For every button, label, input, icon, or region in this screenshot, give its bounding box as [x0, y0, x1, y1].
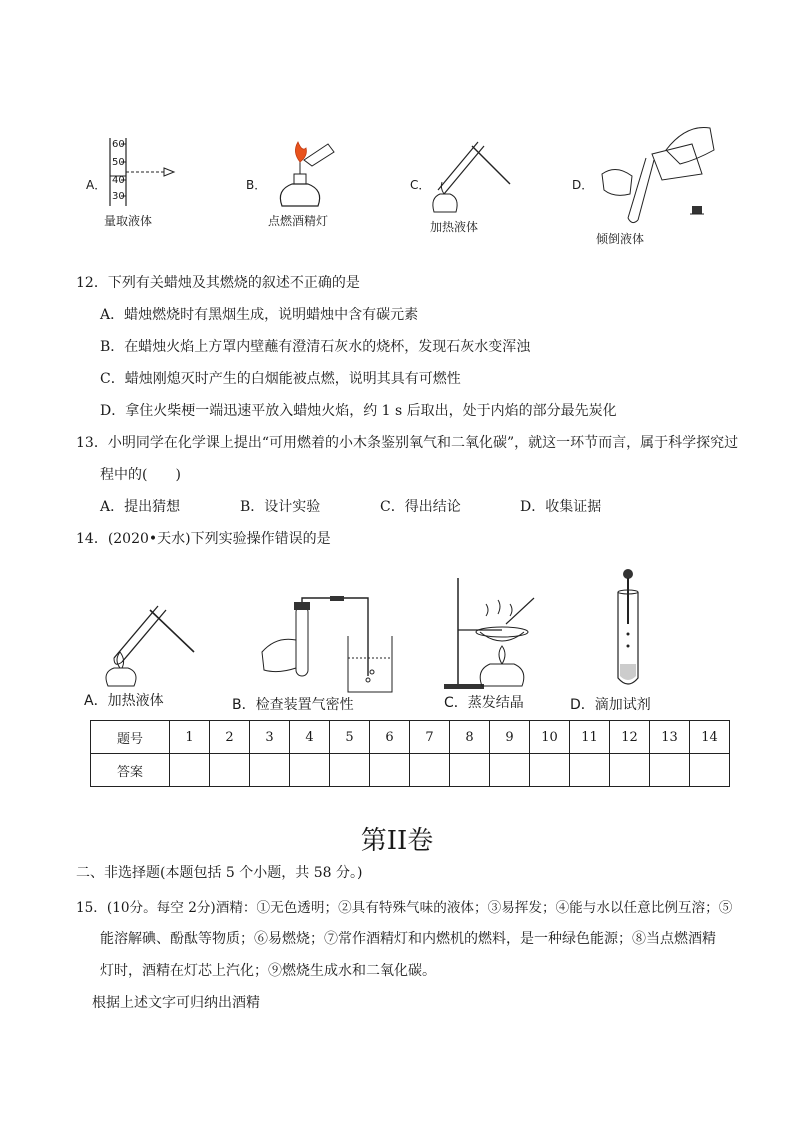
answer-cell	[450, 754, 490, 787]
scale-40: 40	[112, 175, 125, 186]
q15-line4: 根据上述文字可归纳出酒精	[92, 995, 260, 1011]
question-number-cell: 9	[490, 721, 530, 754]
q12-stem: 12．下列有关蜡烛及其燃烧的叙述不正确的是	[76, 275, 360, 291]
option-b-letter: B．	[246, 178, 267, 192]
airtightness-check-icon	[256, 596, 396, 696]
pouring-liquid-icon	[596, 120, 726, 230]
q14-caption-c: C．蒸发结晶	[444, 695, 524, 711]
answer-cell	[250, 754, 290, 787]
option-a-letter: A．	[86, 178, 107, 192]
q13-option-d: D．收集证据	[520, 499, 602, 515]
q12-option-d: D．拿住火柴梗一端迅速平放入蜡烛火焰，约 1 s 后取出，处于内焰的部分最先炭化	[100, 403, 617, 419]
section-title: 第II卷	[360, 826, 434, 856]
heating-liquid-icon	[100, 596, 200, 688]
answer-label-cell: 答案	[91, 754, 170, 787]
question-number-cell: 8	[450, 721, 490, 754]
caption-a: 量取液体	[104, 214, 153, 228]
q12-option-b: B．在蜡烛火焰上方罩内壁蘸有澄清石灰水的烧杯，发现石灰水变浑浊	[100, 339, 531, 355]
q15-line1: 15．(10分。每空 2分)酒精：①无色透明；②具有特殊气味的液体；③易挥发；④能与水以任意比例互溶；⑤	[76, 900, 733, 916]
answer-table-header-row	[91, 721, 730, 754]
answer-cell	[210, 754, 250, 787]
answer-table	[90, 720, 730, 787]
answer-cell	[570, 754, 610, 787]
answer-cell	[410, 754, 450, 787]
q15-line2: 能溶解碘、酚酞等物质；⑥易燃烧；⑦常作酒精灯和内燃机的燃料，是一种绿色能源；⑧当点燃酒精	[100, 931, 716, 947]
section-heading: 二、非选择题(本题包括 5 个小题，共 58 分。)	[76, 865, 363, 881]
q14-caption-d: D．滴加试剂	[570, 697, 651, 713]
option-c-letter: C．	[410, 178, 431, 192]
answer-cell	[170, 754, 210, 787]
scale-30: 30	[112, 191, 125, 202]
question-number-cell: 14	[690, 721, 730, 754]
q13-option-b: B．设计实验	[240, 499, 321, 515]
caption-c: 加热液体	[430, 220, 479, 234]
q14-caption-a: A．加热液体	[84, 693, 164, 709]
question-number-cell: 2	[210, 721, 250, 754]
option-d-letter: D．	[572, 178, 594, 192]
scale-60: 60	[112, 139, 125, 150]
q15-line3: 灯时，酒精在灯芯上汽化；⑨燃烧生成水和二氧化碳。	[100, 963, 436, 979]
question-number-cell: 13	[650, 721, 690, 754]
header-label-cell: 题号	[91, 721, 170, 754]
q12-option-a: A．蜡烛燃烧时有黑烟生成，说明蜡烛中含有碳元素	[100, 307, 419, 323]
answer-cell	[690, 754, 730, 787]
q13-stem-line1: 13．小明同学在化学课上提出“可用燃着的小木条鉴别氧气和二氧化碳”，就这一环节而言，属于科学探究过	[76, 435, 739, 451]
caption-b: 点燃酒精灯	[268, 214, 329, 228]
question-number-cell: 10	[530, 721, 570, 754]
dropping-reagent-icon	[610, 568, 650, 688]
question-number-cell: 1	[170, 721, 210, 754]
q14-stem: 14．(2020•天水)下列实验操作错误的是	[76, 531, 331, 547]
answer-cell	[530, 754, 570, 787]
question-number-cell: 5	[330, 721, 370, 754]
answer-cell	[290, 754, 330, 787]
alcohol-lamp-icon	[272, 140, 342, 210]
answer-cell	[370, 754, 410, 787]
question-number-cell: 4	[290, 721, 330, 754]
question-number-cell: 3	[250, 721, 290, 754]
q13-stem-line2: 程中的( )	[100, 467, 181, 483]
question-number-cell: 11	[570, 721, 610, 754]
evaporation-setup-icon	[442, 574, 542, 690]
q13-option-a: A．提出猜想	[100, 499, 181, 515]
answer-table-answer-row	[91, 754, 730, 787]
q13-option-c: C．得出结论	[380, 499, 461, 515]
answer-cell	[330, 754, 370, 787]
q14-caption-b: B．检查装置气密性	[232, 697, 354, 713]
question-number-cell: 12	[610, 721, 650, 754]
question-number-cell: 7	[410, 721, 450, 754]
question-number-cell: 6	[370, 721, 410, 754]
q12-option-c: C．蜡烛刚熄灭时产生的白烟能被点燃，说明其具有可燃性	[100, 371, 461, 387]
answer-cell	[610, 754, 650, 787]
scale-50: 50	[112, 157, 125, 168]
heating-test-tube-icon	[428, 134, 518, 214]
answer-cell	[650, 754, 690, 787]
caption-d: 倾倒液体	[596, 232, 645, 246]
answer-cell	[490, 754, 530, 787]
